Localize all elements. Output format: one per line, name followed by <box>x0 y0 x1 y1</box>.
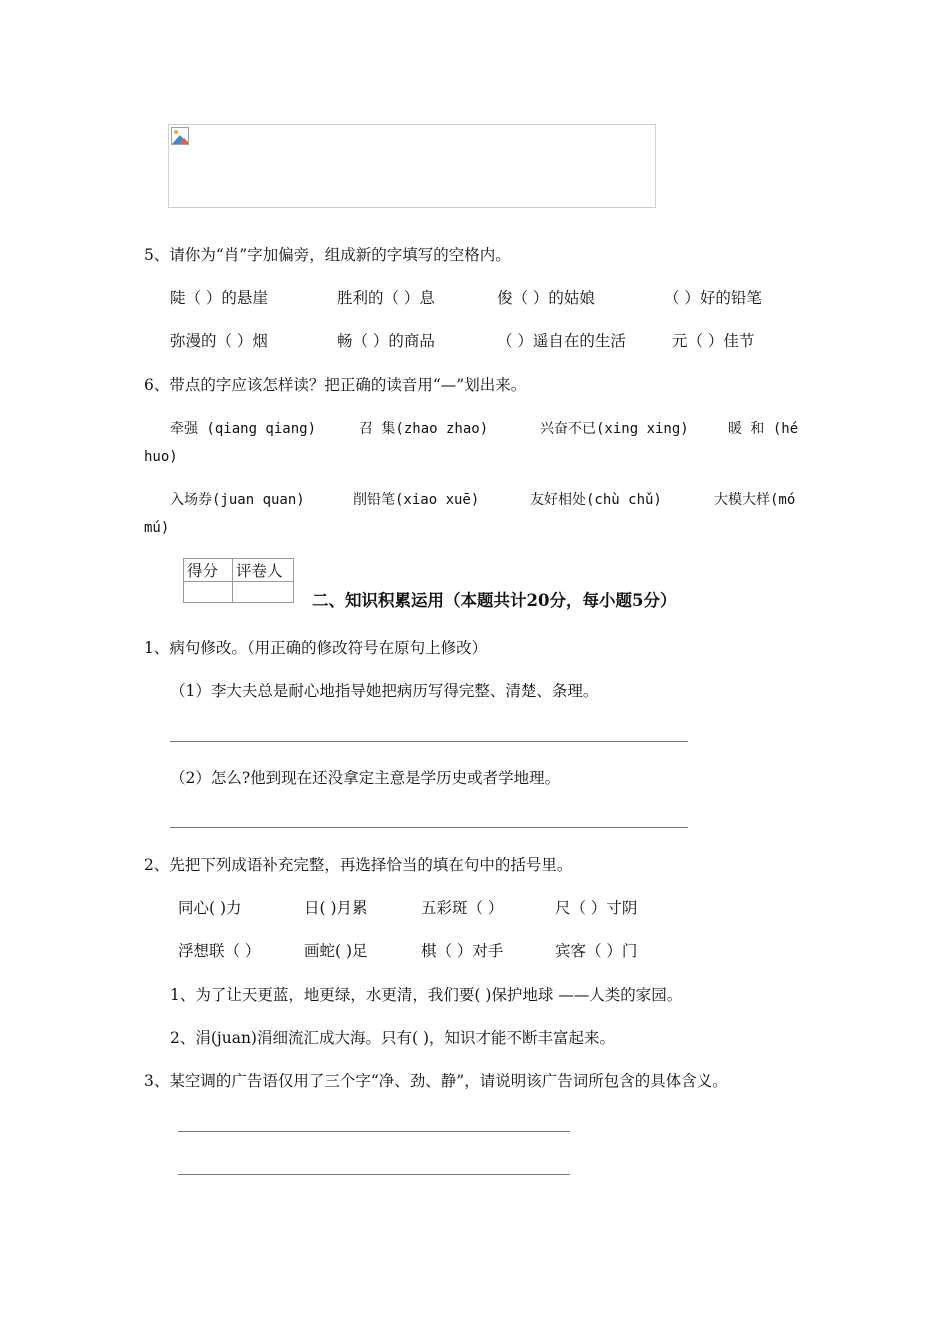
idiom-item: 同心( )力 <box>178 899 242 917</box>
s2-question-2-title: 2、先把下列成语补充完整，再选择恰当的填在句中的括号里。 <box>144 856 573 874</box>
idiom-item: 五彩斑（ ） <box>421 899 504 917</box>
idiom-item: 画蛇( )足 <box>304 942 368 960</box>
grader-cell[interactable] <box>233 582 294 603</box>
fill-sentence-1: 1、为了让天更蓝，地更绿，水更清，我们要( )保护地球 ——人类的家园。 <box>170 986 683 1004</box>
q5-item: 俊（ ）的姑娘 <box>497 289 595 307</box>
question-6-title: 6、带点的字应该怎样读？把正确的读音用“—”划出来。 <box>144 376 527 394</box>
q6-item: 入场券(juan quan) <box>170 492 305 508</box>
q6-item: 兴奋不已(xing xing) <box>540 421 689 437</box>
answer-line[interactable] <box>170 827 688 828</box>
q6-item: 牵强 (qiang qiang) <box>170 421 317 437</box>
broken-image-icon <box>171 127 189 145</box>
q6-item: 大模大样(mó <box>714 492 796 508</box>
idiom-item: 日( )月累 <box>304 899 368 917</box>
q5-item: 胜利的（ ）息 <box>337 289 435 307</box>
image-placeholder <box>168 124 656 208</box>
idiom-item: 宾客（ ）门 <box>555 942 638 960</box>
idiom-item: 浮想联（ ） <box>178 942 261 960</box>
idiom-item: 棋（ ）对手 <box>421 942 504 960</box>
score-header: 得分 <box>184 559 233 582</box>
q6-item-wrap: mú) <box>144 520 170 536</box>
answer-line[interactable] <box>178 1131 570 1132</box>
score-cell[interactable] <box>184 582 233 603</box>
s2-q1-item-2: （2）怎么?他到现在还没拿定主意是学历史或者学地理。 <box>170 769 561 787</box>
q6-item: 友好相处(chù chǔ) <box>530 492 662 508</box>
answer-line[interactable] <box>170 741 688 742</box>
answer-line[interactable] <box>178 1174 570 1175</box>
q5-item: （ ）遥自在的生活 <box>497 332 626 350</box>
q5-item: 弥漫的（ ）烟 <box>170 332 268 350</box>
score-table <box>183 558 294 603</box>
s2-question-1-title: 1、病句修改。（用正确的修改符号在原句上修改） <box>144 639 488 657</box>
q6-item-wrap: huo) <box>144 449 178 465</box>
q6-item: 暖 和 (hé <box>728 421 799 437</box>
q5-item: 畅（ ）的商品 <box>337 332 435 350</box>
q5-item: （ ）好的铅笔 <box>664 289 762 307</box>
q5-item: 元（ ）佳节 <box>672 332 755 350</box>
fill-sentence-2: 2、涓(juan)涓细流汇成大海。只有( )，知识才能不断丰富起来。 <box>170 1029 615 1047</box>
s2-question-3-title: 3、某空调的广告语仅用了三个字“净、劲、静”，请说明该广告词所包含的具体含义。 <box>144 1072 728 1090</box>
q5-item: 陡（ ）的悬崖 <box>170 289 268 307</box>
s2-q1-item-1: （1）李大夫总是耐心地指导她把病历写得完整、清楚、条理。 <box>170 682 599 700</box>
idiom-item: 尺（ ）寸阴 <box>555 899 638 917</box>
q6-item: 召 集(zhao zhao) <box>359 421 489 437</box>
section-2-heading: 二、知识积累运用（本题共计20分，每小题5分） <box>312 591 677 610</box>
question-5-title: 5、请你为“肖”字加偏旁，组成新的字填写的空格内。 <box>144 246 511 264</box>
grader-header: 评卷人 <box>233 559 294 582</box>
q6-item: 削铅笔(xiao xuē) <box>353 492 480 508</box>
